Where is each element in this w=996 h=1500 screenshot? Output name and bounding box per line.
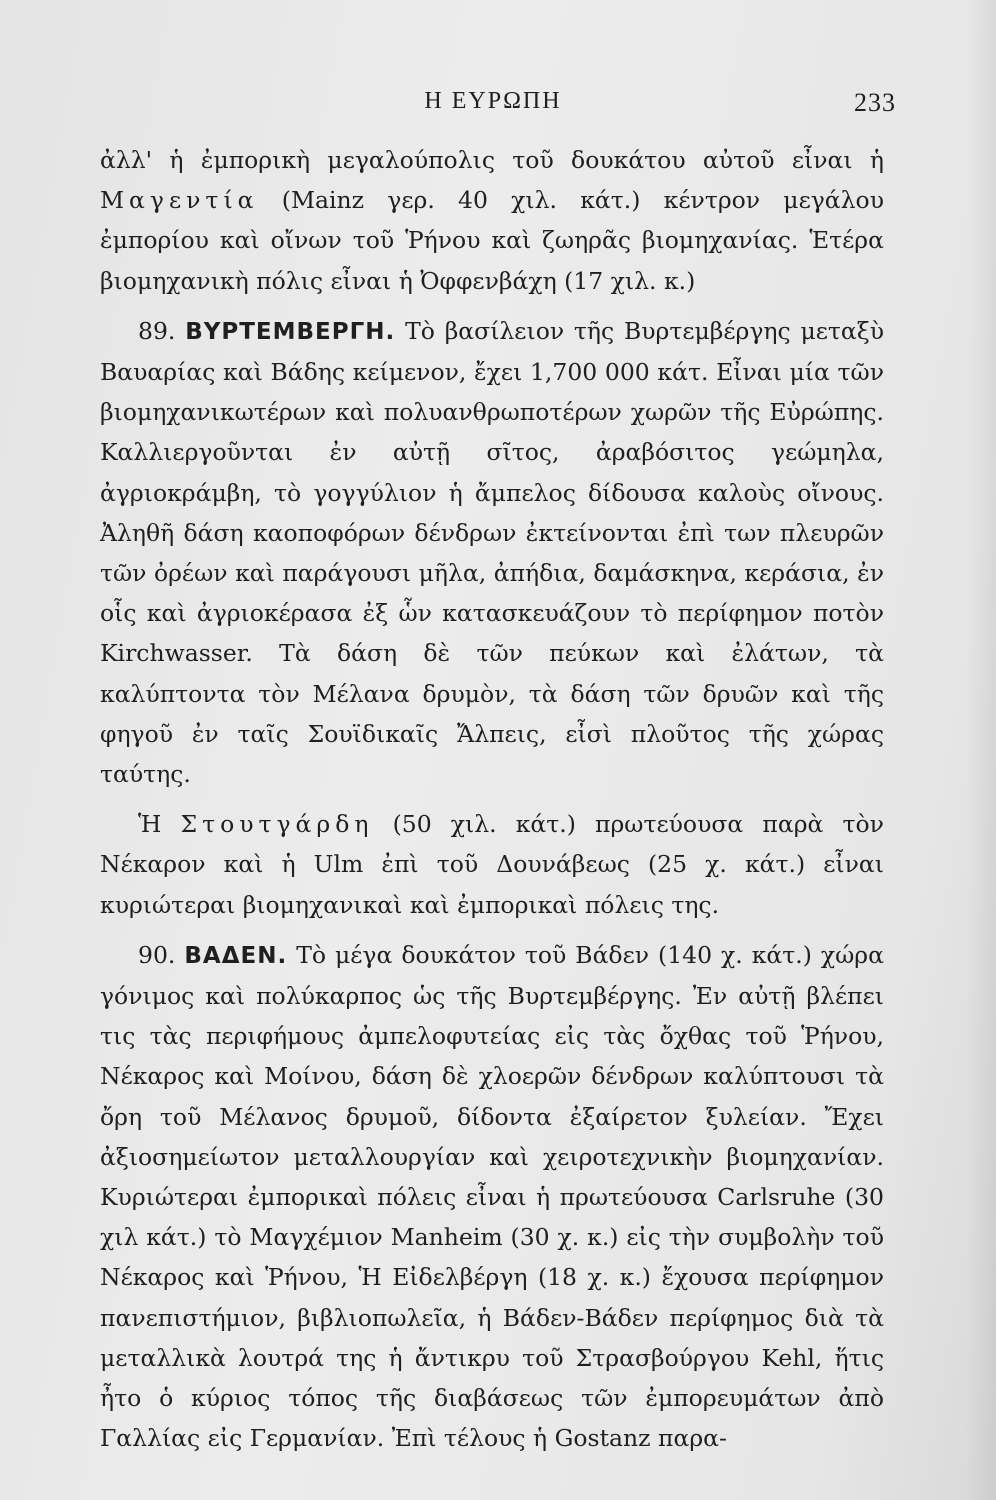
section-title: ΒΑΔΕΝ. [184,942,288,969]
section-89 [100,311,884,794]
section-number: 89. [138,316,176,345]
page-number: 233 [854,88,896,117]
paragraph-text: Ἡ [138,810,162,839]
running-head: Η ΕΥΡΩΠΗ [424,88,562,114]
paragraph-text: (50 χιλ. κάτ.) πρωτεύουσα παρὰ τὸν Νέκαρον καὶ ἡ Ulm ἐπὶ τοῦ Δουνάβεως (25 χ. κάτ.) εἶναι κυριώτεραι βιομηχανικαὶ καὶ ἐμπορικαὶ πόλεις της. [100,810,884,919]
section-number: 90. [138,940,176,969]
section-text: Τὸ μέγα δουκάτον τοῦ Βάδεν (140 χ. κάτ.) χώρα γόνιμος καὶ πολύκαρπος ὡς τῆς Βυρτεμβέργης. Ἐν αὐτῇ βλέπει τις τὰς περιφήμους ἀμπελοφυτείας εἰς τὰς ὄχθας τοῦ Ῥήνου, Νέκαρος καὶ Μοίνου, δάση δὲ χλοερῶν δένδρων καλύπτουσι τὰ ὄρη τοῦ Μέλανος δρυμοῦ, δίδοντα ἐξαίρετον ξυλείαν. Ἔχει ἀξιοσημείωτον μεταλλουργίαν καὶ χειροτεχνικὴν βιομηχανίαν. Κυριώτεραι ἐμπορικαὶ πόλεις εἶναι ἡ πρωτεύουσα Carlsruhe (30 χιλ κάτ.) τὸ Μαγχέμιον Manheim (30 χ. κ.) εἰς τὴν συμβολὴν τοῦ Νέκαρος καὶ Ῥήνου, Ἡ Εἰδελβέργη (18 χ. κ.) ἔχουσα περίφημον πανεπιστήμιον, βιβλιοπωλεῖα, ἡ Βάδεν-Βάδεν περίφημος διὰ τὰ μεταλλικὰ λουτρά της ἡ ἄντικρυ τοῦ Στρασβούργου Kehl, ἥτις ἦτο ὁ κύριος τόπος τῆς διαβάσεως τῶν ἐμπορευμάτων ἀπὸ Γαλλίας εἰς Γερμανίαν. Ἐπὶ τέλους ἡ Gostanz παρα- [100,940,884,1453]
section-90 [100,935,884,1459]
paragraph-mainz [100,140,884,301]
body-text [100,140,884,1459]
paragraph-text: ἀλλ' ἡ ἐμπορικὴ μεγαλούπολις τοῦ δουκάτου αὐτοῦ εἶναι ἡ [100,146,884,174]
spaced-name-mainz: Μαγεντία [100,186,259,215]
section-title: ΒΥΡΤΕΜΒΕΡΓΗ. [185,318,396,345]
spaced-name-stuttgart: Στουτγάρδη [180,810,374,839]
page-header [100,88,896,128]
section-text: Τὸ βασίλειον τῆς Βυρτεμβέργης μεταξὺ Βαυαρίας καὶ Βάδης κείμενον, ἔχει 1,700 000 κάτ. Εἶναι μία τῶν βιομηχανικωτέρων καὶ πολυανθρωποτέρων χωρῶν τῆς Εὐρώπης. Καλλιεργοῦνται ἐν αὐτῇ σῖτος, ἀραβόσιτος γεώμηλα, ἀγριοκράμβη, τὸ γογγύλιον ἡ ἄμπελος δίδουσα καλοὺς οἴνους. Ἀληθῆ δάση καοποφόρων δένδρων ἐκτείνονται ἐπὶ των πλευρῶν τῶν ὀρέων καὶ παράγουσι μῆλα, ἀπήδια, δαμάσκηνα, κεράσια, ἐν οἷς καὶ ἀγριοκέρασα ἐξ ὧν κατασκευάζουν τὸ περίφημον ποτὸν Kirchwasser. Τὰ δάση δὲ τῶν πεύκων καὶ ἐλάτων, τὰ καλύπτοντα τὸν Μέλανα δρυμὸν, τὰ δάση τῶν δρυῶν καὶ τῆς φηγοῦ ἐν ταῖς Σουϊδικαῖς Ἄλπεις, εἶσὶ πλοῦτος τῆς χώρας ταύτης. [100,316,884,789]
paragraph-text: (Mainz γερ. 40 χιλ. κάτ.) κέντρον μεγάλου ἐμπορίου καὶ οἴνων τοῦ Ῥήνου καὶ ζωηρᾶς βιομηχανίας. Ἑτέρα βιομηχανικὴ πόλις εἶναι ἡ Ὀφφενβάχη (17 χιλ. κ.) [100,186,884,295]
paragraph-stuttgart [100,804,884,925]
